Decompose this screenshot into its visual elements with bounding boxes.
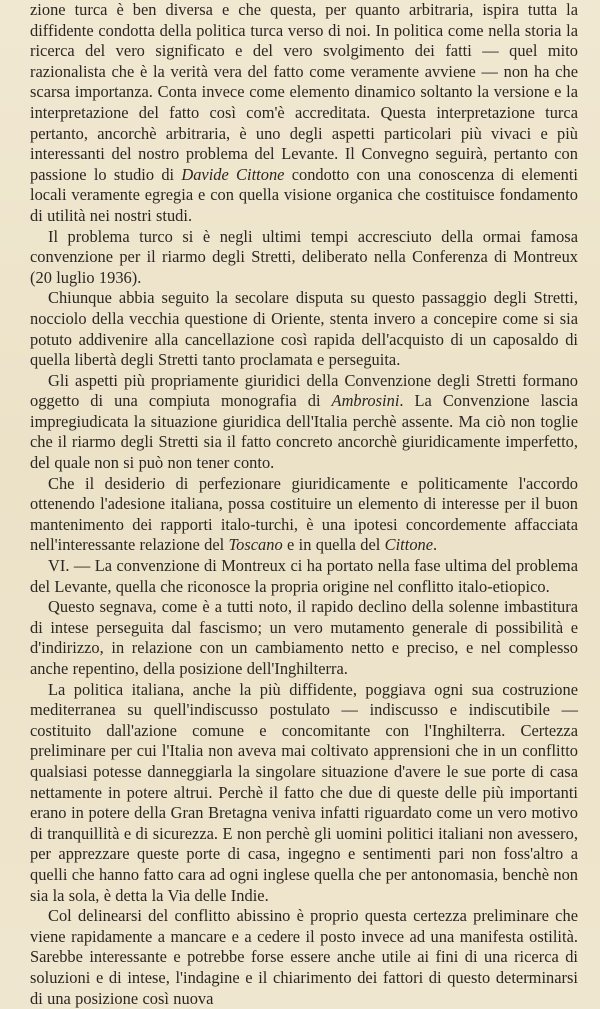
author-name-cittone: Davide Cittone [181,164,285,184]
author-name-ambrosini: Ambrosini [331,391,400,411]
text-run: Gli aspetti più propriamente giuridici della Convenzione degli Stretti formano oggetto di una compiuta monografia di [30,370,578,411]
body-text [30,0,578,1009]
text-run: Che il desiderio di perfezionare giuridicamente e politicamente l'accordo ottenendo l'adesione italiana, possa costituire un elemento di interesse per il buon mantenimento dei rapporti italo-turchi, è una ipotesi concordemente affacciata nell'interessante relazione del [30,473,578,555]
author-name-cittone: Cittone [384,535,434,555]
text-run: . [433,535,438,555]
text-run: Questo segnava, come è a tutti noto, il rapido declino della solenne imbastitura di intese perseguita dal fascismo; un vero mutamento generale di possibilità e d'indirizzo, in relazione con un cambiamento netto e preciso, e nel complesso anche repentino, della posizione dell'Inghilterra. [30,597,578,678]
paragraph-straits-dispute [30,288,578,370]
paragraph-montreux-convention [30,227,578,289]
paragraph-italian-adhesion [30,474,578,556]
text-run: Col delinearsi del conflitto abissino è proprio questa certezza preliminare che viene rapidamente a mancare e a cedere il posto invece ad una manifesta ostilità. Sarebbe interessante e potrebbe forse essere anche utile ai fini di una ricerca di soluzioni e di intese, l'indagine e il chiarimento dei fattori di questo determinarsi di una posizione così nuova [30,906,578,1008]
text-run: zione turca è ben diversa e che questa, per quanto arbitraria, ispira tutta la diffidente condotta della politica turca verso di noi. In politica come nella storia la ricerca del vero significato e del vero svolgimento dei fatti — quel mito razionalista che è la verità vera del fatto come veramente avviene — non ha che scarsa importanza. Conta invece come elemento dinamico soltanto la versione e la interpretazione del fatto così com'è accreditata. Questa interpretazione turca pertanto, ancorchè arbitraria, è uno degli aspetti particolari più vivaci e più interessanti del nostro problema del Levante. Il Convegno seguirà, pertanto con passione lo studio di [30,0,578,184]
text-run: VI. — La convenzione di Montreux ci ha portato nella fase ultima del problema del Levante, quella che riconosce la propria origine nel conflitto italo-etiopico. [30,556,578,596]
section-vi-opening [30,556,578,597]
paragraph-legal-aspects [30,371,578,474]
paragraph-italian-policy [30,680,578,907]
text-run: La politica italiana, anche la più diffidente, poggiava ogni sua costruzione mediterranea su quell'indiscusso postulato — indiscusso e indiscutibile — costituito dall'azione comune e concomitante con l'Inghilterra. Certezza preliminare per cui l'Italia non aveva mai coltivato apprensioni che in un conflitto qualsiasi potesse danneggiarla la singolare situazione d'avere le sue porte di casa nettamente in potere altrui. Perchè il fatto che due di queste delle più importanti erano in potere della Gran Bretagna veniva infatti riguardato come un vero motivo di tranquillità e di sicurezza. E non perchè gli uomini politici italiani non avessero, per apprezzare queste porte di casa, ingegno e sentimenti pari non foss'altro a quelli che hanno fatto cara ad ogni inglese quella che per antonomasia, benchè non sia la sola, è detta la Via delle Indie. [30,679,578,905]
paragraph-continuation [30,0,578,227]
text-run: e in quella del [282,535,385,555]
text-run: Il problema turco si è negli ultimi tempi accresciuto della ormai famosa convenzione per il riarmo degli Stretti, deliberato nella Conferenza di Montreux (20 luglio 1936). [30,226,578,287]
paragraph-fascist-intese [30,597,578,679]
author-name-toscano: Toscano [228,535,283,555]
text-run: Chiunque abbia seguito la secolare disputa su questo passaggio degli Stretti, nocciolo della vecchia questione di Oriente, stenta invero a concepire come si sia potuto addivenire alla cancellazione così rapida dell'acquisto di un caposaldo di quella libertà degli Stretti tanto proclamata e perseguita. [30,288,578,370]
text-run: . La Convenzione lascia impregiudicata la situazione giuridica dell'Italia perchè assente. Ma ciò non toglie che il riarmo degli Stretti sia il fatto concreto ancorchè giuridicamente imperfetto, del quale non si può non tener conto. [30,391,578,473]
paragraph-abyssinian-conflict [30,906,578,1009]
text-run: condotto con una conoscenza di elementi locali veramente egregia e con quella visione organica che costituisce fondamento di utilità nei nostri studi. [30,164,578,225]
